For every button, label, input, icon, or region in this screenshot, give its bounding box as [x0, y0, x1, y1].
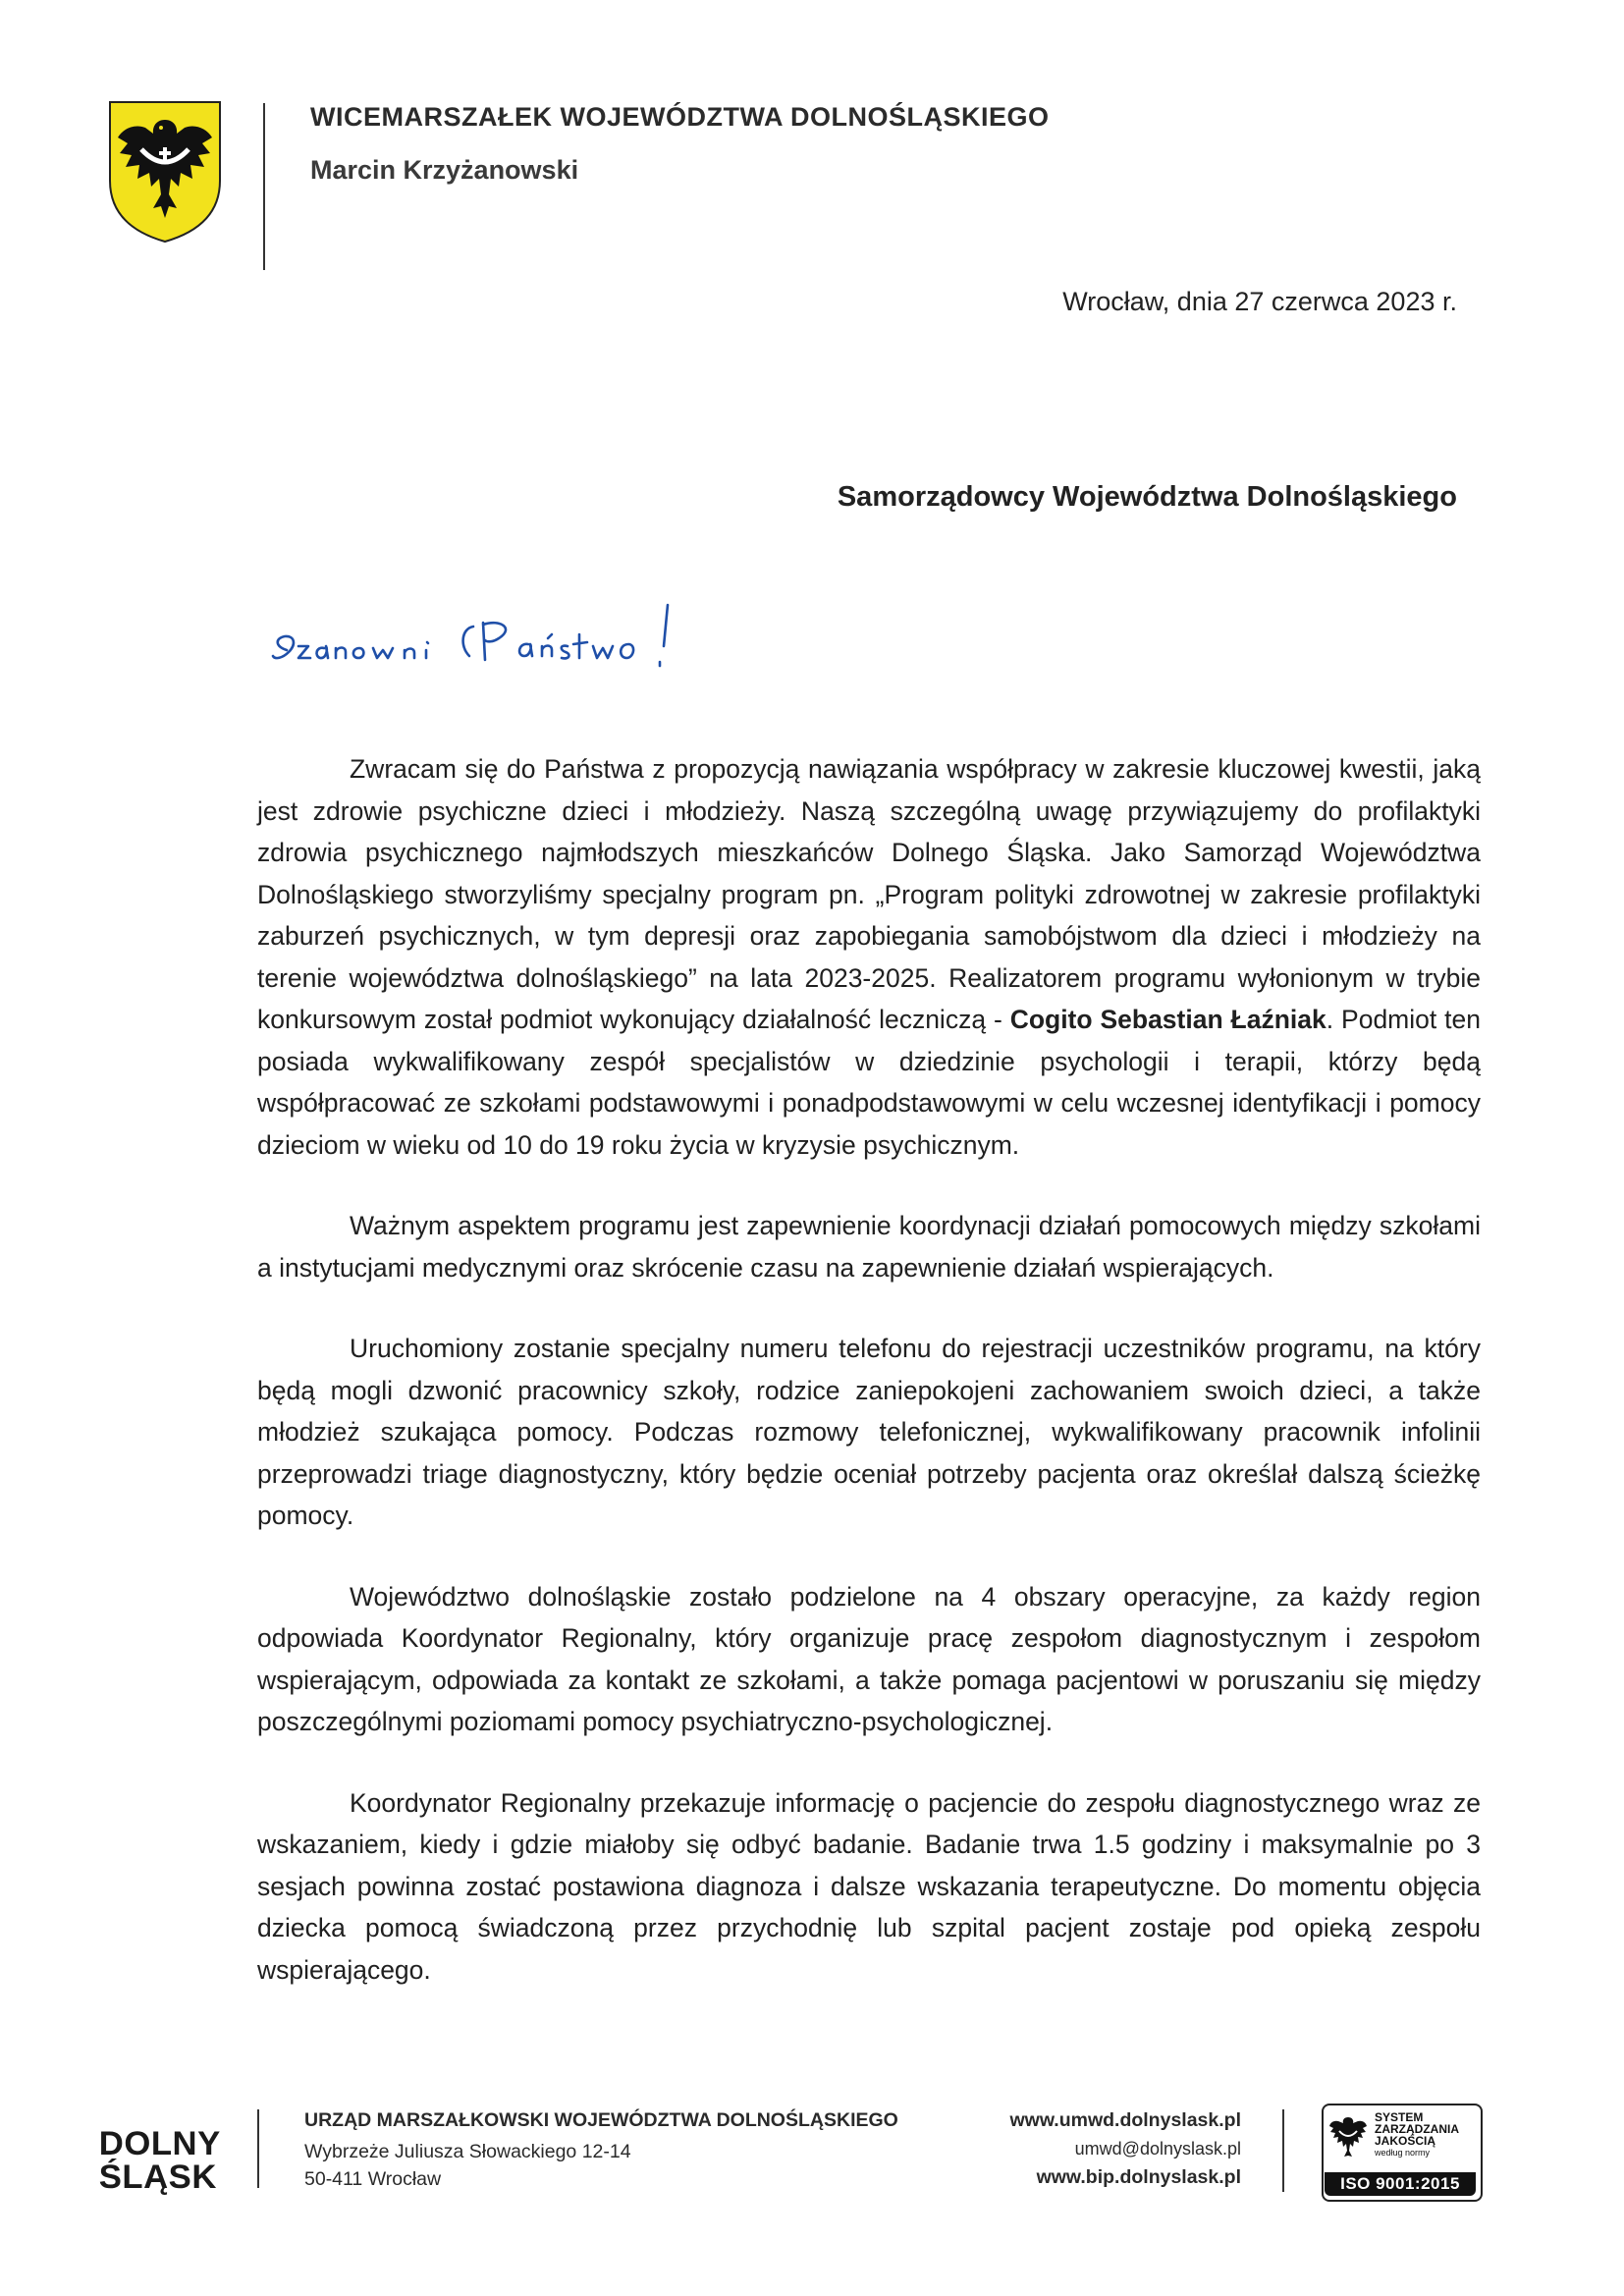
paragraph-3: Uruchomiony zostanie specjalny numeru telefonu do rejestracji uczestników programu, na który będą mogli dzwonić pracownicy szkoły, rodzice zaniepokojeni zachowaniem swoich dzieci, a także młodzież szukająca pomocy. Podczas rozmowy telefonicznej, wykwalifikowany pracownik infolinii przeprowadzi triage diagnostyczny, który będzie oceniał potrzeby pacjenta oraz określał dalszą ścieżkę pomocy.: [257, 1334, 1481, 1530]
provider-name: Cogito Sebastian Łaźniak: [1009, 1005, 1326, 1034]
handwriting-ink: [265, 599, 815, 687]
iso-standard-label: ISO 9001:2015: [1325, 2172, 1476, 2196]
recipient: Samorządowcy Województwa Dolnośląskiego: [837, 481, 1457, 513]
eagle-icon: [1327, 2111, 1369, 2162]
date-line: Wrocław, dnia 27 czerwca 2023 r.: [1062, 287, 1457, 316]
footer-email-link[interactable]: umwd@dolnyslask.pl: [1074, 2139, 1241, 2159]
paragraph-4: Województwo dolnośląskie zostało podzielone na 4 obszary operacyjne, za każdy region odpowiada Koordynator Regionalny, który organizuje pracę zespołom diagnostycznym i zespołom wspierającym, odpowiada za kontakt ze szkołami, a także pomaga pacjentowi w poruszaniu się między poszczególnymi poziomami pomocy psychiatryczno-psychologicznej.: [257, 1581, 1481, 1736]
header-divider: [263, 103, 265, 270]
footer-divider-left: [257, 2109, 259, 2188]
footer-bip-link[interactable]: www.bip.dolnyslask.pl: [1036, 2166, 1241, 2188]
iso-label-line1: SYSTEM: [1375, 2110, 1424, 2124]
coat-of-arms-icon: [106, 98, 224, 244]
footer-city: 50-411 Wrocław: [304, 2168, 442, 2190]
footer-website-link[interactable]: www.umwd.dolnyslask.pl: [1009, 2109, 1241, 2131]
footer-organization: URZĄD MARSZAŁKOWSKI WOJEWÓDZTWA DOLNOŚLĄSKIEGO: [304, 2109, 898, 2131]
iso-label-line2: ZARZĄDZANIA: [1375, 2122, 1459, 2136]
footer-street: Wybrzeże Juliusza Słowackiego 12-14: [304, 2141, 631, 2162]
letter-body: [257, 748, 1481, 2030]
iso-label-line4: według normy: [1375, 2148, 1431, 2158]
footer-divider-right: [1282, 2109, 1284, 2192]
office-title: WICEMARSZAŁEK WOJEWÓDZTWA DOLNOŚLĄSKIEGO: [310, 102, 1050, 132]
official-name: Marcin Krzyżanowski: [310, 155, 579, 185]
iso-label-line3: JAKOŚCIĄ: [1375, 2134, 1436, 2148]
paragraph-5: Koordynator Regionalny przekazuje informację o pacjencie do zespołu diagnostycznego wraz ze wskazaniem, kiedy i gdzie miałoby się odbyć badanie. Badanie trwa 1.5 godziny i maksymalnie po 3 sesjach powinna zostać postawiona diagnoza i dalsze wskazania terapeutyczne. Do momentu objęcia dziecka pomocą świadczoną przez przychodnię lub szpital pacjent zostaje pod opieką zespołu wspierającego.: [257, 1787, 1481, 1985]
dolny-slask-logo: DOLNY ŚLĄSK: [98, 2125, 221, 2196]
paragraph-2: Ważnym aspektem programu jest zapewnienie koordynacji działań pomocowych między szkołami a instytucjami medycznymi oraz skrócenie czasu na zapewnienie działań wspierających.: [257, 1211, 1481, 1283]
handwritten-greeting: [265, 599, 815, 687]
paragraph-1: Zwracam się do Państwa z propozycją nawiązania współpracy w zakresie kluczowej kwestii, jaką jest zdrowie psychiczne dzieci i młodzieży. Naszą szczególną uwagę przywiązujemy do profilaktyki zdrowia psychicznego najmłodszych mieszkańców Dolnego Śląska. Jako Samorząd Województwa Dolnośląskiego stworzyliśmy specjalny program pn. „Program polityki zdrowotnej w zakresie profilaktyki zaburzeń psychicznych, w tym depresji oraz zapobiegania samobójstwom dla dzieci i młodzieży na terenie województwa dolnośląskiego” na lata 2023-2025. Realizatorem programu wyłonionym w trybie konkursowym został podmiot wykonujący działalność leczniczą - Cogito Sebastian Łaźniak. Podmiot ten posiada wykwalifikowany zespół specjalistów w dziedzinie psychologii i terapii, którzy będą współpracować ze szkołami podstawowymi i ponadpodstawowymi w celu wczesnej identyfikacji i pomocy dzieciom w wieku od 10 do 19 roku życia w kryzysie psychicznym.: [257, 754, 1481, 1160]
